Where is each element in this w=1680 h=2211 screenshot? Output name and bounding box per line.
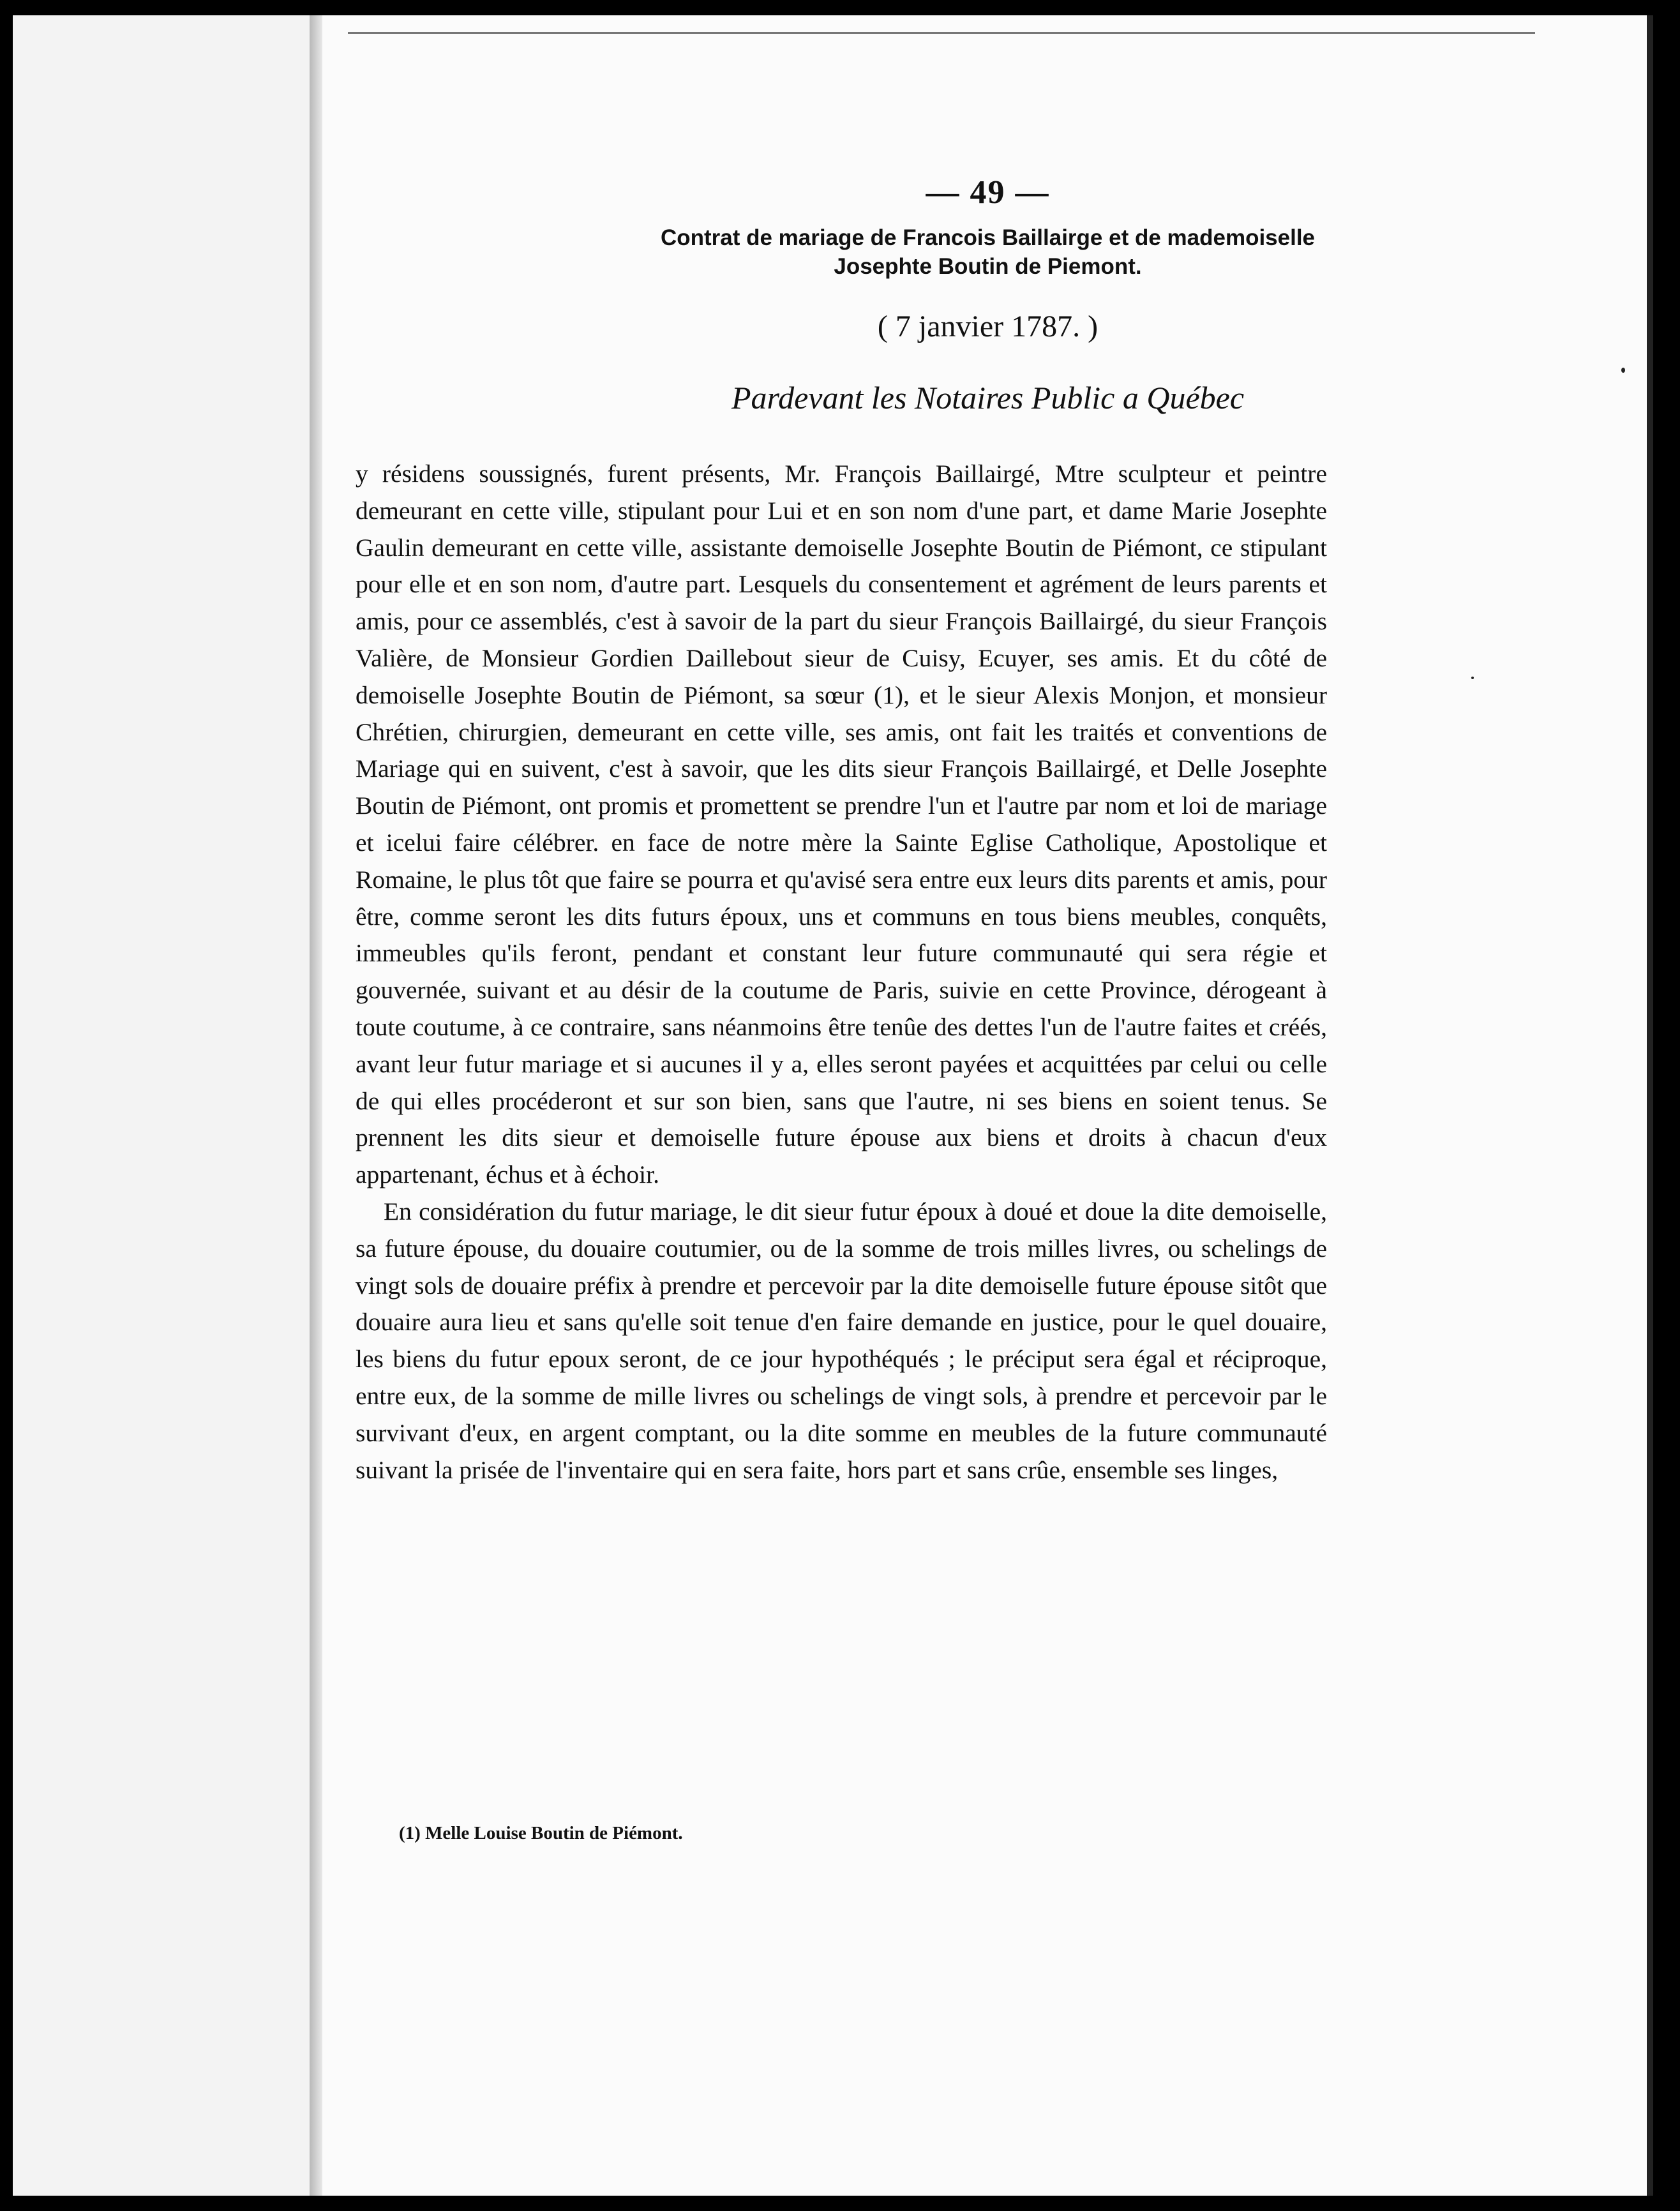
scan-speck [1471, 677, 1474, 679]
facing-page-margin [13, 15, 313, 2196]
opening-line: Pardevant les Notaires Public a Québec [731, 380, 1245, 416]
body-text [356, 456, 1327, 1488]
paragraph-1: y résidens soussignés, furent présents, Mr. François Baillairgé, Mtre sculpteur et peintre demeurant en cette ville, stipulant pour Lui et en son nom d'une part, et dame Marie Josephte Gaulin demeurant en cette ville, assistante demoiselle Josephte Boutin de Piémont, ce stipulant pour elle et en son nom, d'autre part. Lesquels du consentement et agrément de leurs parents et amis, pour ce assemblés, c'est à savoir de la part du sieur François Baillairgé, du sieur François Valière, de Monsieur Gordien Daillebout sieur de Cuisy, Ecuyer, ses amis. Et du côté de demoiselle Josephte Boutin de Piémont, sa sœur (1), et le sieur Alexis Monjon, et monsieur Chrétien, chirurgien, demeurant en cette ville, ses amis, ont fait les traités et conventions de Mariage qui en suivent, c'est à savoir, que les dits sieur François Baillairgé, et Delle Josephte Boutin de Piémont, ont promis et promettent se prendre l'un et l'autre par nom et loi de mariage et icelui faire célébrer. en face de notre mère la Sainte Eglise Catholique, Apostolique et Romaine, le plus tôt que faire se pourra et qu'avisé sera entre eux leurs dits parents et amis, pour être, comme seront les dits futurs époux, uns et communs en tous biens meubles, conquêts, immeubles qu'ils feront, pendant et constant leur future communauté qui sera régie et gouvernée, suivant et au désir de la coutume de Paris, suivie en cette Province, dérogeant à toute coutume, à ce contraire, sans néanmoins être tenûe des dettes l'un de l'autre faites et créés, avant leur futur mariage et si aucunes il y a, elles seront payées et acquittées par celui ou celle de qui elles procéderont et sur son bien, sans que l'autre, ni ses biens en soient tenus. Se prennent les dits sieur et demoiselle future épouse aux biens et droits à chacun d'eux appartenant, échus et à échoir. [356, 460, 1327, 1189]
page-content [322, 15, 1653, 2196]
contract-title [322, 223, 1653, 281]
contract-date: ( 7 janvier 1787. ) [877, 310, 1099, 343]
contract-title-line-2: Josephte Boutin de Piemont. [834, 254, 1142, 279]
page-number: — 49 — [926, 174, 1050, 211]
scan-speck [1621, 368, 1625, 373]
footnote: (1) Melle Louise Boutin de Piémont. [399, 1823, 683, 1843]
document-page [322, 15, 1653, 2196]
binding-shadow [310, 15, 324, 2196]
contract-title-line-1: Contrat de mariage de Francois Baillairge et de mademoiselle [660, 225, 1316, 250]
paragraph-2: En considération du futur mariage, le dit sieur futur époux à doué et doue la dite demoiselle, sa future épouse, du douaire coutumier, ou de la somme de trois milles livres, ou schelings de vingt sols de douaire préfix à prendre et percevoir par la dite demoiselle future épouse sitôt que douaire aura lieu et sans qu'elle soit tenue d'en faire demande en justice, pour le quel douaire, les biens du futur epoux seront, de ce jour hypothéqués ; le préciput sera égal et réciproque, entre eux, de la somme de mille livres ou schelings de vingt sols, à prendre et percevoir par le survivant d'eux, en argent comptant, ou la dite somme en meubles de la future communauté suivant la prisée de l'inventaire qui en sera faite, hors part et sans crûe, ensemble ses linges, [356, 1197, 1327, 1484]
